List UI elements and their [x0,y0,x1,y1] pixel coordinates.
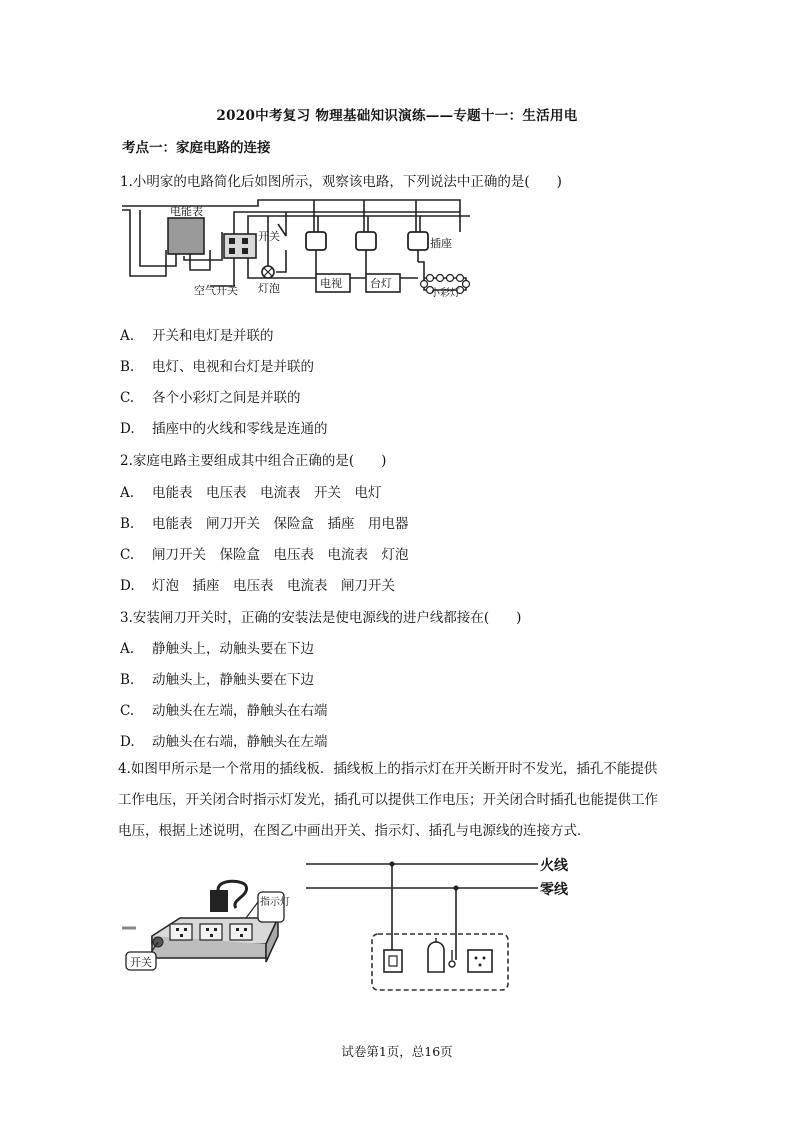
lamp-label: 台灯 [370,277,392,290]
question-1-stem: 1.小明家的电路简化后如图所示，观察该电路，下列说法中正确的是( ) [120,174,562,190]
q4-line-3: 电压，根据上述说明，在图乙中画出开关、指示灯、插孔与电源线的连接方式． [118,823,591,839]
q4-line-1: 4.如图甲所示是一个常用的插线板．插线板上的指示灯在开关断开时不发光，插孔不能提供 [118,761,658,777]
socket-label: 插座 [430,237,452,250]
question-2-stem: 2.家庭电路主要组成其中组合正确的是( ) [120,453,387,469]
question-4-stem [118,754,678,847]
indicator-lamp-icon [428,942,444,972]
q3-option-c: C. 动触头在左端，静触头在右端 [120,703,328,719]
page-title: 2020中考复习 物理基础知识演练——专题十一：生活用电 [216,108,578,124]
q1-option-d: D. 插座中的火线和零线是连通的 [120,421,328,437]
tv-label: 电视 [320,277,342,290]
wiring-diagram-figure [300,852,590,1002]
socket-symbol [468,950,492,972]
neutral-wire-label: 零线 [540,882,568,898]
q2-option-a: A. 电能表 电压表 电流表 开关 电灯 [120,485,382,501]
small-lights-label: 小彩灯 [430,288,460,299]
power-strip-figure [118,878,290,978]
q3-option-d: D. 动触头在右端，静触头在左端 [120,734,328,750]
q2-option-c: C. 闸刀开关 保险盒 电压表 电流表 灯泡 [120,547,409,563]
switch-symbol [384,950,402,972]
question-3-stem: 3.安装闸刀开关时，正确的安装法是使电源线的进户线都接在( ) [120,610,522,626]
q4-line-2: 工作电压，开关闭合时指示灯发光，插孔可以提供工作电压；开关闭合时插孔也能提供工作 [118,792,658,808]
meter-label: 电能表 [170,205,203,218]
q1-option-a: A. 开关和电灯是并联的 [120,328,274,344]
q2-option-b: B. 电能表 闸刀开关 保险盒 插座 用电器 [120,516,409,532]
page-footer: 试卷第1页，总16页 [341,1044,453,1059]
q1-circuit-figure [118,196,478,306]
live-wire-label: 火线 [540,858,568,874]
q3-option-b: B. 动触头上，静触头要在下边 [120,672,314,688]
strip-switch-label: 开关 [130,956,152,969]
q1-option-c: C. 各个小彩灯之间是并联的 [120,390,301,406]
q2-option-d: D. 灯泡 插座 电压表 电流表 闸刀开关 [120,578,395,594]
section-heading: 考点一：家庭电路的连接 [122,140,271,156]
indicator-label: 指示灯 [260,897,290,908]
switch-label: 开关 [258,230,280,243]
air-switch-label: 空气开关 [194,284,238,297]
q1-option-b: B. 电灯、电视和台灯是并联的 [120,359,314,375]
q3-option-a: A. 静触头上，动触头要在下边 [120,641,314,657]
bulb-label: 灯泡 [258,282,280,295]
